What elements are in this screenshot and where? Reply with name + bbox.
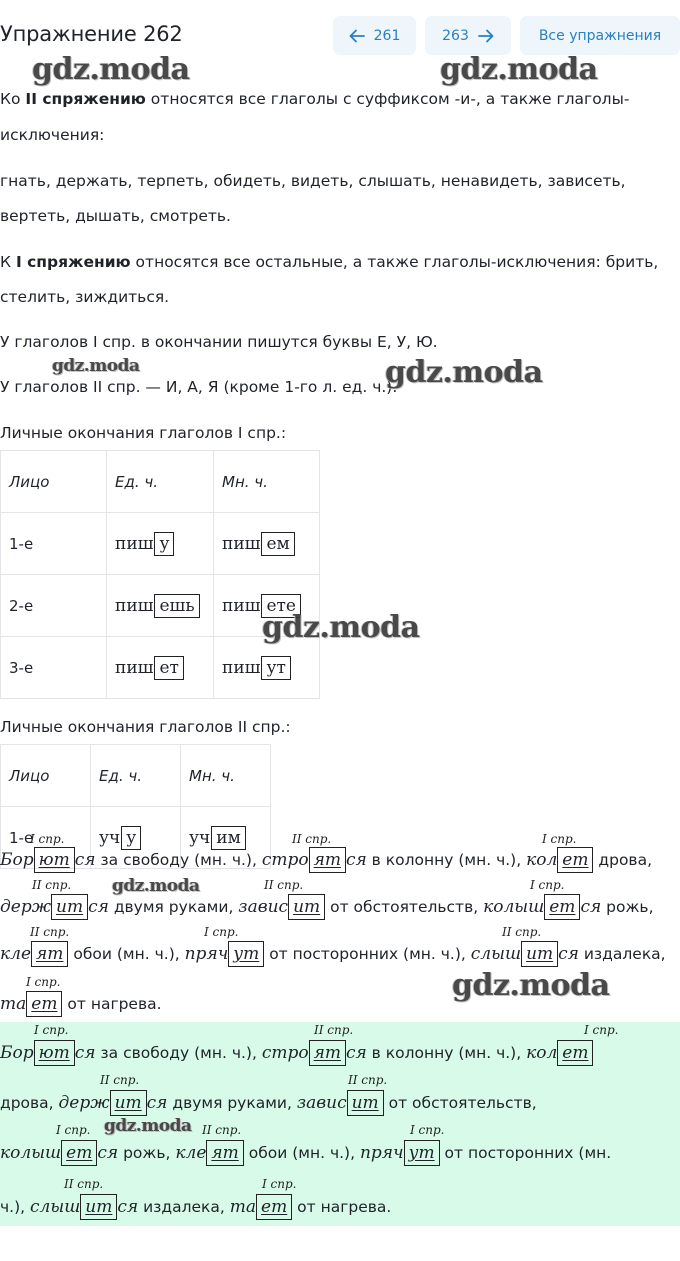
annotation-label: II спр. (100, 1073, 140, 1087)
plain-text: в колонну (мн. ч.), (366, 851, 527, 869)
table-header-row (1, 451, 320, 513)
ending-box: ет (557, 847, 593, 873)
word-stem: кол (526, 850, 558, 870)
stem-text: пиш (115, 657, 154, 678)
word-suffix: ся (74, 850, 96, 870)
annotation-label: I спр. (30, 832, 65, 846)
word-stem: завис (296, 1093, 347, 1113)
plain-text: от обстоятельств, (325, 898, 484, 916)
ending-box: ит (110, 1090, 147, 1116)
ending-box: ит (80, 1194, 117, 1220)
plain-text: от посторонних (мн. ч.), (264, 945, 471, 963)
word-suffix: ся (345, 850, 367, 870)
word-stem: завис (238, 897, 289, 917)
ending-box: ете (261, 594, 301, 618)
person-cell: 1-е (1, 513, 107, 575)
table-header-cell: Лицо (1, 745, 91, 807)
conjugation-table-1 (0, 450, 320, 699)
watermark-logo: gdz.moda (112, 876, 200, 896)
word-stem: пряч (359, 1143, 404, 1163)
ending-box: ешь (154, 594, 199, 618)
table2-caption: Личные окончания глаголов II спр.: (0, 718, 291, 736)
word-stem: колыш (0, 1143, 62, 1163)
singular-cell (107, 513, 214, 575)
annotation-label: II спр. (314, 1023, 354, 1037)
plain-text: ч.), (0, 1198, 30, 1216)
table-header-cell: Мн. ч. (214, 451, 320, 513)
word-stem: держ (58, 1093, 110, 1113)
next-exercise-label: 263 (442, 27, 469, 44)
annotation-label: I спр. (584, 1023, 619, 1037)
annotation-label: II спр. (202, 1123, 242, 1137)
stem-text: пиш (222, 533, 261, 554)
annotation-label: II спр. (348, 1073, 388, 1087)
plain-text: от обстоятельств, (383, 1094, 537, 1112)
table-header-cell: Лицо (1, 451, 107, 513)
arrow-right-icon (478, 29, 494, 43)
person-cell: 2-е (1, 575, 107, 637)
ending-box: ят (206, 1140, 243, 1166)
next-exercise-button[interactable] (425, 16, 511, 55)
rule-paragraph-1 (0, 90, 629, 108)
rule-paragraph-5: У глаголов II спр. — И, А, Я (кроме 1-го л. ед. ч.). (0, 378, 398, 396)
plain-text: обои (мн. ч.), (68, 945, 185, 963)
ending-box: ут (228, 941, 264, 967)
rule-text: относятся все глаголы с суффиксом -и-, а также глаголы- (145, 90, 630, 108)
annotation-label: II спр. (264, 878, 304, 892)
word-suffix: ся (97, 1143, 119, 1163)
word-stem: кол (526, 1043, 558, 1063)
word-suffix: ся (580, 897, 602, 917)
stem-text: уч (189, 827, 211, 848)
stem-text: уч (99, 827, 121, 848)
rule-paragraph-4: У глаголов I спр. в окончании пишутся буквы Е, У, Ю. (0, 333, 438, 351)
stem-text: пиш (115, 533, 154, 554)
ending-box: у (121, 826, 141, 850)
answer-line-1 (0, 847, 652, 873)
prev-exercise-label: 261 (373, 27, 401, 44)
annotation-label: II спр. (64, 1177, 104, 1191)
ending-box: ет (61, 1140, 97, 1166)
answer-green-line-1 (0, 1040, 593, 1066)
rule-term: II спряжению (25, 90, 146, 108)
plain-text: дрова, (0, 1094, 59, 1112)
ending-box: ет (26, 991, 62, 1017)
annotation-label: I спр. (410, 1123, 445, 1137)
stem-text: пиш (115, 595, 154, 616)
answer-green-line-2 (0, 1090, 537, 1116)
annotation-label: I спр. (26, 975, 61, 989)
watermark-logo: gdz.moda (32, 52, 190, 87)
singular-cell (107, 637, 214, 699)
word-stem: держ (0, 897, 52, 917)
plain-text: двумя руками, (108, 898, 239, 916)
word-suffix: ся (74, 1043, 96, 1063)
ending-box: ут (261, 656, 290, 680)
singular-cell (107, 575, 214, 637)
annotation-label: I спр. (56, 1123, 91, 1137)
plain-text: издалека, (138, 1198, 230, 1216)
person-cell: 3-е (1, 637, 107, 699)
table-header-cell: Ед. ч. (91, 745, 181, 807)
word-suffix: ся (558, 944, 579, 964)
stem-text: пиш (222, 657, 261, 678)
table-row (1, 513, 320, 575)
plain-text: за свободу (мн. ч.), (95, 851, 262, 869)
ending-box: у (154, 532, 174, 556)
plain-text: от нагрева. (62, 995, 162, 1013)
plain-text: в колонну (мн. ч.), (366, 1044, 527, 1062)
plain-text: от нагрева. (292, 1198, 392, 1216)
annotation-label: I спр. (262, 1177, 297, 1191)
word-stem: кле (175, 1143, 207, 1163)
answer-line-2 (0, 894, 654, 920)
word-stem: Бор (0, 1043, 34, 1063)
word-suffix: ся (146, 1093, 168, 1113)
annotation-label: I спр. (530, 878, 565, 892)
rule-text: относятся все остальные, а также глаголы-исключения: брить, (130, 253, 659, 271)
word-stem: стро (261, 850, 309, 870)
person-cell: 1-е (1, 807, 91, 869)
annotation-label: II спр. (502, 925, 542, 939)
word-suffix: ся (345, 1043, 367, 1063)
rule-text: К (0, 253, 16, 271)
annotation-label: I спр. (204, 925, 239, 939)
watermark-logo: gdz.moda (385, 355, 543, 390)
watermark-logo: gdz.moda (52, 356, 140, 376)
watermark-logo: gdz.moda (452, 968, 610, 1003)
ending-box: ем (261, 532, 294, 556)
word-stem: слыш (30, 1197, 81, 1217)
rule-paragraph-3-cont: стелить, зиждиться. (0, 288, 170, 306)
ending-box: ют (34, 847, 75, 873)
plural-cell (214, 637, 320, 699)
plain-text: дрова, (593, 851, 652, 869)
ending-box: ет (256, 1194, 292, 1220)
table-header-cell: Ед. ч. (107, 451, 214, 513)
ending-box: ит (51, 894, 88, 920)
answer-green-line-4 (0, 1194, 391, 1220)
table-header-cell: Мн. ч. (181, 745, 271, 807)
ending-box: ят (309, 1040, 346, 1066)
stem-text: пиш (222, 595, 261, 616)
plain-text: за свободу (мн. ч.), (95, 1044, 262, 1062)
answer-line-4 (0, 991, 162, 1017)
all-exercises-button[interactable] (520, 16, 680, 55)
table1-caption: Личные окончания глаголов I спр.: (0, 424, 287, 442)
rule-text: Ко (0, 90, 26, 108)
plain-text: обои (мн. ч.), (243, 1144, 360, 1162)
ending-box: ят (309, 847, 346, 873)
word-stem: Бор (0, 850, 34, 870)
ending-box: ит (521, 941, 558, 967)
ending-box: ет (154, 656, 183, 680)
rule-paragraph-3 (0, 253, 658, 271)
word-suffix: ся (88, 897, 109, 917)
word-stem: та (229, 1197, 257, 1217)
watermark-logo: gdz.moda (262, 610, 420, 645)
ending-box: ут (404, 1140, 440, 1166)
watermark-logo: gdz.moda (104, 1116, 192, 1136)
page-title: Упражнение 262 (0, 22, 183, 46)
plain-text: от посторонних (мн. (439, 1144, 612, 1162)
word-stem: слыш (470, 944, 522, 964)
rule-paragraph-1-cont: исключения: (0, 126, 105, 144)
rule-paragraph-2: гнать, держать, терпеть, обидеть, видеть, слышать, ненавидеть, зависеть, (0, 172, 626, 190)
answer-line-3 (0, 941, 666, 967)
word-stem: колыш (483, 897, 545, 917)
all-exercises-label: Все упражнения (538, 27, 662, 44)
plain-text: рожь, (118, 1144, 176, 1162)
prev-exercise-button[interactable] (333, 16, 416, 55)
ending-box: им (211, 826, 246, 850)
answer-green-line-3 (0, 1140, 611, 1166)
word-suffix: ся (117, 1197, 139, 1217)
ending-box: ит (288, 894, 325, 920)
word-stem: стро (261, 1043, 309, 1063)
annotation-label: I спр. (34, 1023, 69, 1037)
arrow-left-icon (349, 29, 365, 43)
ending-box: ит (347, 1090, 384, 1116)
plain-text: рожь, (601, 898, 654, 916)
word-stem: та (0, 994, 27, 1014)
annotation-label: II спр. (292, 832, 332, 846)
rule-paragraph-2-cont: вертеть, дышать, смотреть. (0, 207, 231, 225)
plain-text: издалека, (578, 945, 666, 963)
word-stem: пряч (184, 944, 229, 964)
annotation-label: I спр. (542, 832, 577, 846)
annotation-label: II спр. (30, 925, 70, 939)
ending-box: ет (544, 894, 580, 920)
ending-box: ют (34, 1040, 75, 1066)
plural-cell (214, 513, 320, 575)
watermark-logo: gdz.moda (440, 52, 598, 87)
word-stem: кле (0, 944, 32, 964)
plain-text: двумя руками, (167, 1094, 297, 1112)
annotation-label: II спр. (32, 878, 72, 892)
table-header-row (1, 745, 271, 807)
ending-box: ет (557, 1040, 593, 1066)
rule-term: I спряжению (15, 253, 131, 271)
table-row (1, 637, 320, 699)
ending-box: ят (31, 941, 68, 967)
